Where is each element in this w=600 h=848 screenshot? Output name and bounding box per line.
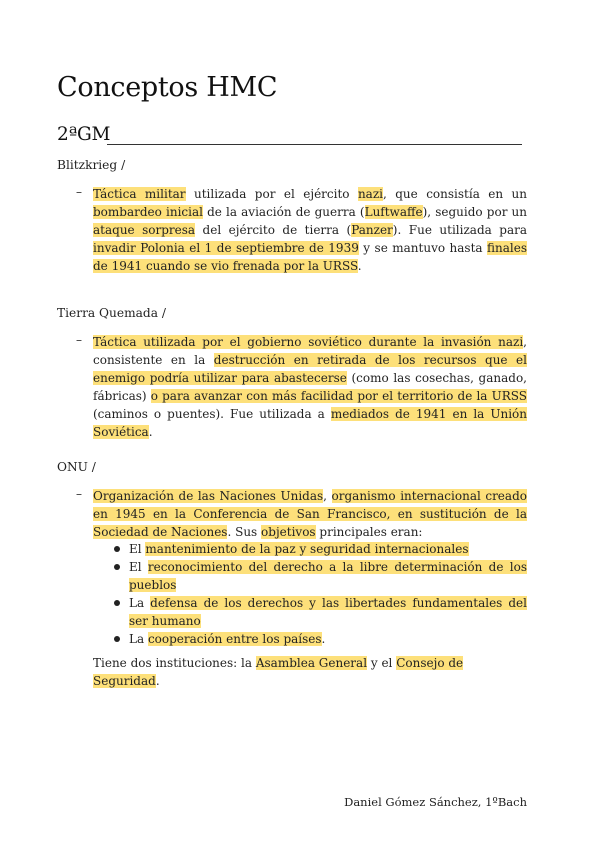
highlighted-text: Consejo de Seguridad — [93, 656, 464, 688]
list-item — [111, 540, 527, 558]
text-run: (como las cosechas, ganado, fábricas) — [93, 371, 527, 403]
highlighted-text: Organización de las Naciones Unidas — [93, 489, 324, 503]
highlighted-text: ataque sorpresa — [93, 223, 196, 237]
text-run: , — [323, 489, 332, 503]
text-run: . — [321, 632, 326, 646]
highlighted-text: objetivos — [261, 525, 316, 539]
highlighted-text: Asamblea General — [255, 656, 368, 670]
list-item — [111, 558, 527, 594]
onu-objectives-list — [111, 540, 527, 648]
text-run: . — [357, 259, 362, 273]
highlighted-text: Táctica utilizada por el gobierno soviético durante la invasión nazi — [93, 335, 524, 349]
text-run: , consistente en la — [93, 335, 527, 367]
list-item — [111, 630, 527, 648]
text-run: y el — [367, 656, 397, 670]
highlighted-text: defensa de los derechos y las libertades fundamentales del ser humano — [129, 596, 527, 628]
dash-bullet: – — [76, 185, 82, 199]
highlighted-text: Panzer — [351, 223, 393, 237]
section-label-onu: ONU / — [57, 460, 96, 474]
highlighted-text: finales de 1941 cuando se vio frenada por la URSS — [93, 241, 527, 273]
text-run: principales eran: — [315, 525, 423, 539]
subtitle-underline — [107, 144, 522, 145]
highlighted-text: reconocimiento del derecho a la libre determinación de los pueblos — [129, 560, 527, 592]
text-run: utilizada por el ejército — [185, 187, 358, 201]
onu-paragraph — [93, 487, 527, 541]
section-label-tierra-quemada: Tierra Quemada / — [57, 306, 166, 320]
blitzkrieg-paragraph — [93, 185, 527, 275]
text-run: de la aviación de guerra ( — [202, 205, 365, 219]
text-run: Tiene dos instituciones: la — [93, 656, 256, 670]
text-run: La — [129, 596, 151, 610]
text-run: El — [129, 542, 146, 556]
highlighted-text: invadir Polonia el 1 de septiembre de 1939 — [93, 241, 359, 255]
page-title: Conceptos HMC — [57, 72, 278, 103]
highlighted-text: Luftwaffe — [364, 205, 423, 219]
highlighted-text: mediados de 1941 en la Unión Soviética — [93, 407, 527, 439]
highlighted-text: bombardeo inicial — [93, 205, 203, 219]
text-run: . Sus — [227, 525, 262, 539]
onu-institutions-paragraph — [93, 654, 527, 690]
highlighted-text: organismo internacional creado en 1945 en la Conferencia de San Francisco, en sustitución de la Sociedad de Naciones — [93, 489, 527, 539]
section-label-blitzkrieg: Blitzkrieg / — [57, 158, 126, 172]
highlighted-text: o para avanzar con más facilidad por el territorio de la URSS — [150, 389, 527, 403]
text-run: . — [155, 674, 160, 688]
text-run: del ejército de tierra ( — [195, 223, 352, 237]
highlighted-text: destrucción en retirada de los recursos que el enemigo podría utilizar para abastecerse — [93, 353, 527, 385]
list-item — [111, 594, 527, 630]
text-run: El — [129, 560, 148, 574]
text-run: (caminos o puentes). Fue utilizada a — [93, 407, 331, 421]
text-run: y se mantuvo hasta — [358, 241, 488, 255]
highlighted-text: nazi — [357, 187, 383, 201]
author-footer: Daniel Gómez Sánchez, 1ºBach — [344, 795, 527, 809]
highlighted-text: mantenimiento de la paz y seguridad internacionales — [145, 542, 469, 556]
highlighted-text: Táctica militar — [93, 187, 186, 201]
subtitle-row — [57, 124, 522, 150]
text-run: La — [129, 632, 148, 646]
tierra-quemada-paragraph — [93, 333, 527, 441]
dash-bullet: – — [76, 487, 82, 501]
highlighted-text: cooperación entre los países — [147, 632, 322, 646]
text-run: . — [148, 425, 153, 439]
text-run: ). Fue utilizada para — [392, 223, 527, 237]
dash-bullet: – — [76, 333, 82, 347]
text-run: , que consistía en un — [383, 187, 528, 201]
subtitle: 2ªGM — [57, 124, 111, 145]
text-run: ), seguido por un — [422, 205, 528, 219]
